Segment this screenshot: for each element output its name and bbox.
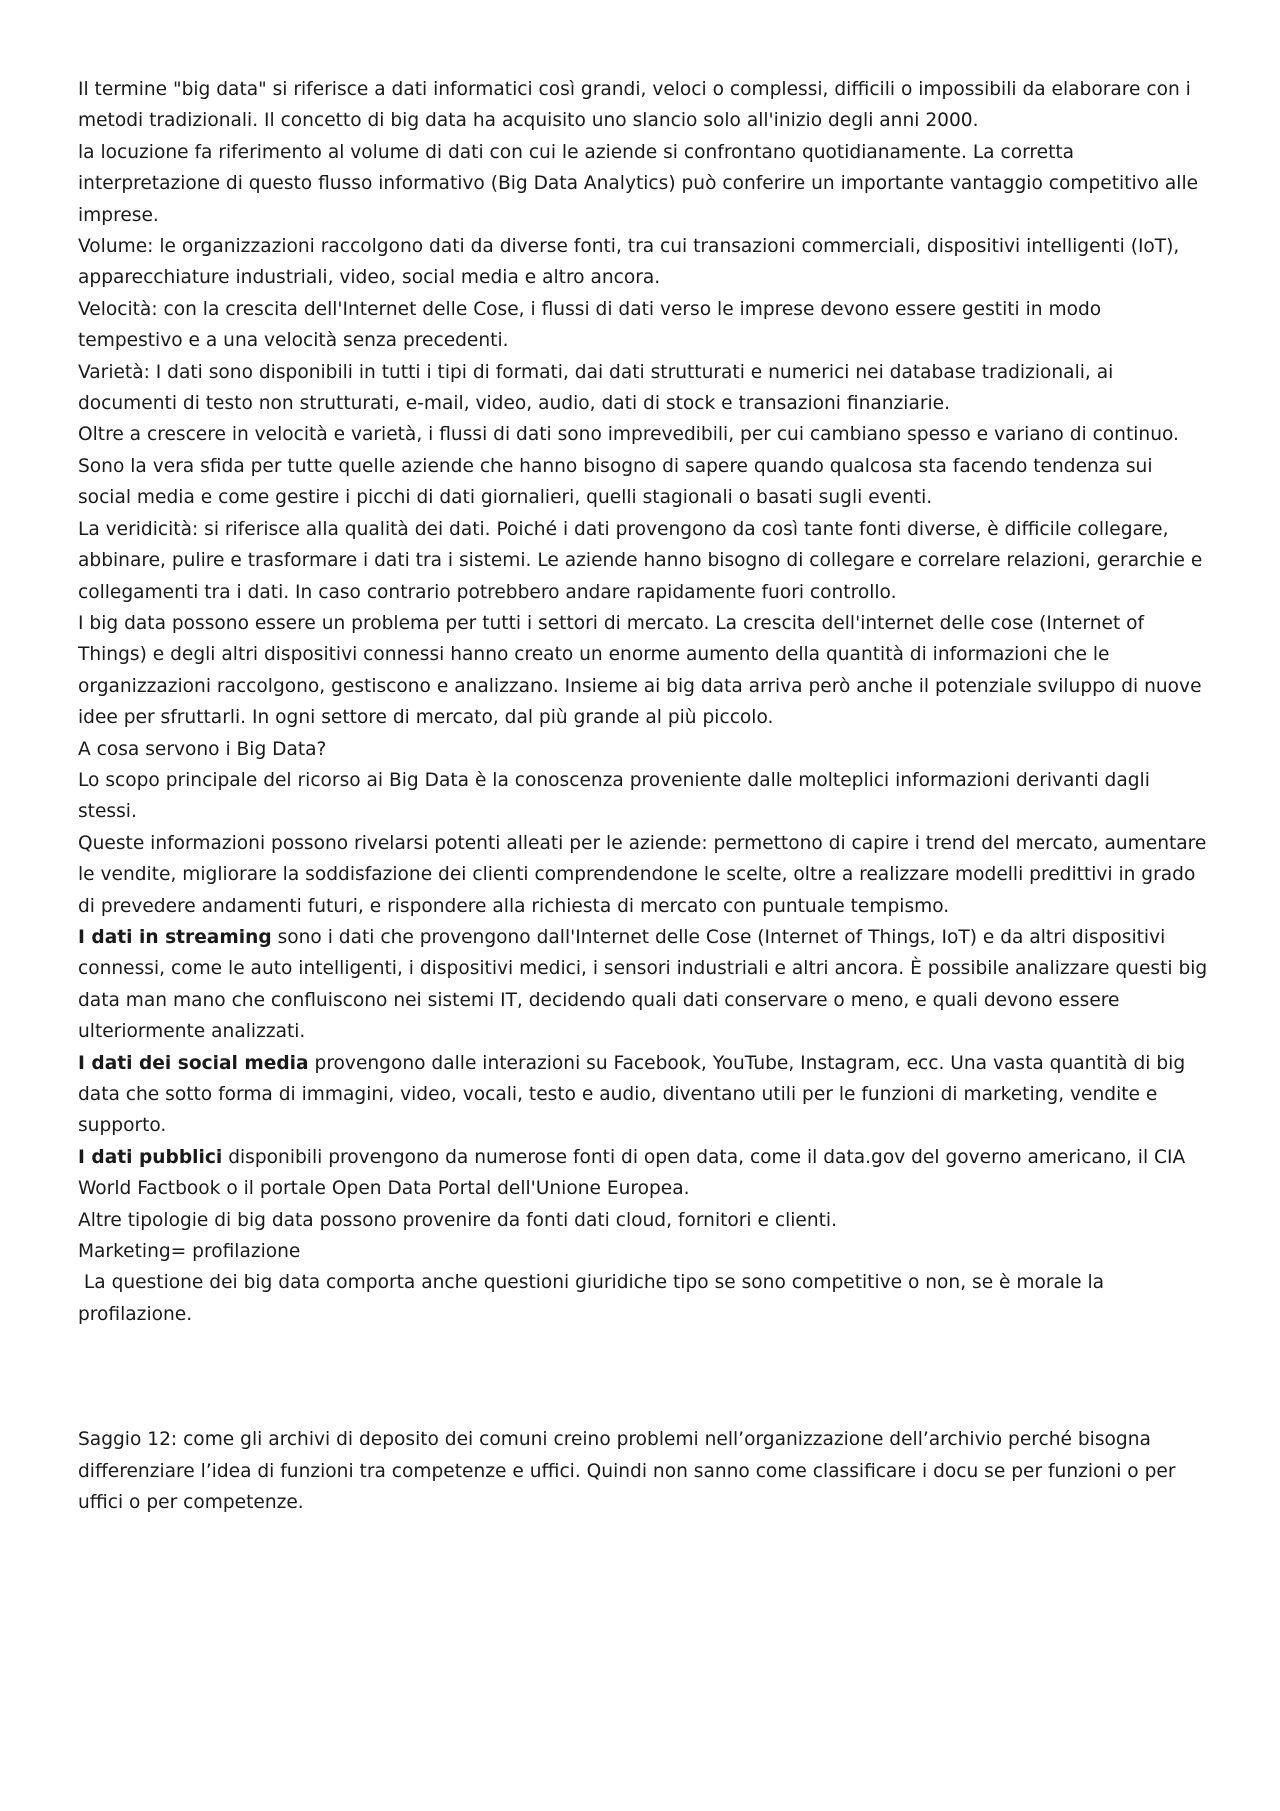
- streaming-term: I dati in streaming: [78, 926, 272, 948]
- paragraph-locuzione: la locuzione fa riferimento al volume di dati con cui le aziende si confrontano quotidianamente. La corretta interpretazione di questo flusso informativo (Big Data Analytics) può conferire un importante vantaggio competitivo alle imprese.: [78, 141, 1199, 226]
- paragraph-marketing: Marketing= profilazione: [78, 1241, 301, 1263]
- paragraph-public-data: [78, 1142, 1208, 1205]
- public-data-text: disponibili provengono da numerose fonti di open data, come il data.gov del governo americano, il CIA World Factbook o il portale Open Data Portal dell'Unione Europea.: [78, 1146, 1186, 1200]
- paragraph-streaming: [78, 922, 1208, 1048]
- paragraph-veridicita: La veridicità: si riferisce alla qualità dei dati. Poiché i dati provengono da così tante fonti diverse, è difficile collegare, abbinare, pulire e trasformare i dati tra i sistemi. Le aziende hanno bisogno di collegare e correlare relazioni, gerarchie e collegamenti tra i dati. In caso contrario potrebbero andare rapidamente fuori controllo.: [78, 518, 1203, 603]
- paragraph-velocita: Velocità: con la crescita dell'Internet delle Cose, i flussi di dati verso le imprese devono essere gestiti in modo tempestivo e a una velocità senza precedenti.: [78, 298, 1102, 352]
- paragraph-volume: Volume: le organizzazioni raccolgono dati da diverse fonti, tra cui transazioni commerciali, dispositivi intelligenti (IoT), apparecchiature industriali, video, social media e altro ancora.: [78, 236, 1180, 289]
- blank-space: [78, 1330, 1208, 1424]
- paragraph-variability: Oltre a crescere in velocità e varietà, i flussi di dati sono imprevedibili, per cui cambiano spesso e variano di continuo. Sono la vera sfida per tutte quelle aziende che hanno bisogno di sapere quando qualcosa sta facendo tendenza sui social media e come gestire i picchi di dati giornalieri, quelli stagionali o basati sugli eventi.: [78, 424, 1179, 509]
- paragraph-big-data-definition: Il termine "big data" si riferisce a dati informatici così grandi, veloci o complessi, difficili o impossibili da elaborare con i metodi tradizionali. Il concetto di big data ha acquisito uno slancio solo all'inizio degli anni 2000.: [78, 79, 1191, 132]
- paragraph-other-sources: Altre tipologie di big data possono provenire da fonti dati cloud, fornitori e clienti.: [78, 1209, 837, 1231]
- paragraph-question-heading: A cosa servono i Big Data?: [78, 738, 327, 760]
- public-data-term: I dati pubblici: [78, 1146, 223, 1168]
- streaming-text: sono i dati che provengono dall'Internet delle Cose (Internet of Things, IoT) e da altri dispositivi connessi, come le auto intelligenti, i dispositivi medici, i sensori industriali e altri ancora. È possibile analizzare questi big data man mano che confluiscono nei sistemi IT, decidendo quali dati conservare o meno, e quali devono essere ulteriormente analizzati.: [78, 926, 1208, 1043]
- paragraph-scopo: Lo scopo principale del ricorso ai Big Data è la conoscenza proveniente dalle molteplici informazioni derivanti dagli stessi.: [78, 769, 1150, 823]
- paragraph-informazioni: Queste informazioni possono rivelarsi potenti alleati per le aziende: permettono di capire i trend del mercato, aumentare le vendite, migliorare la soddisfazione dei clienti comprendendone le scelte, oltre a realizzare modelli predittivi in grado di prevedere andamenti futuri, e rispondere alla richiesta di mercato con puntuale tempismo.: [78, 832, 1207, 917]
- document-body: [78, 74, 1208, 1518]
- social-media-term: I dati dei social media: [78, 1052, 309, 1074]
- paragraph-varieta: Varietà: I dati sono disponibili in tutti i tipi di formati, dai dati strutturati e numerici nei database tradizionali, ai documenti di testo non strutturati, e-mail, video, audio, dati di stock e transazioni finanziarie.: [78, 361, 1114, 415]
- paragraph-legal-questions: La questione dei big data comporta anche questioni giuridiche tipo se sono competitive o non, se è morale la profilazione.: [78, 1272, 1110, 1325]
- paragraph-saggio-12: Saggio 12: come gli archivi di deposito dei comuni creino problemi nell’organizzazione dell’archivio perché bisogna differenziare l’idea di funzioni tra competenze e uffici. Quindi non sanno come classificare i docu se per funzioni o per uffici o per competenze.: [78, 1429, 1176, 1514]
- paragraph-social-media: [78, 1048, 1208, 1142]
- paragraph-market-sectors: I big data possono essere un problema per tutti i settori di mercato. La crescita dell'internet delle cose (Internet of Things) e degli altri dispositivi connessi hanno creato un enorme aumento della quantità di informazioni che le organizzazioni raccolgono, gestiscono e analizzano. Insieme ai big data arriva però anche il potenziale sviluppo di nuove idee per sfruttarli. In ogni settore di mercato, dal più grande al più piccolo.: [78, 612, 1202, 729]
- social-media-text: provengono dalle interazioni su Facebook, YouTube, Instagram, ecc. Una vasta quantità di big data che sotto forma di immagini, video, vocali, testo e audio, diventano utili per le funzioni di marketing, vendite e supporto.: [78, 1052, 1186, 1137]
